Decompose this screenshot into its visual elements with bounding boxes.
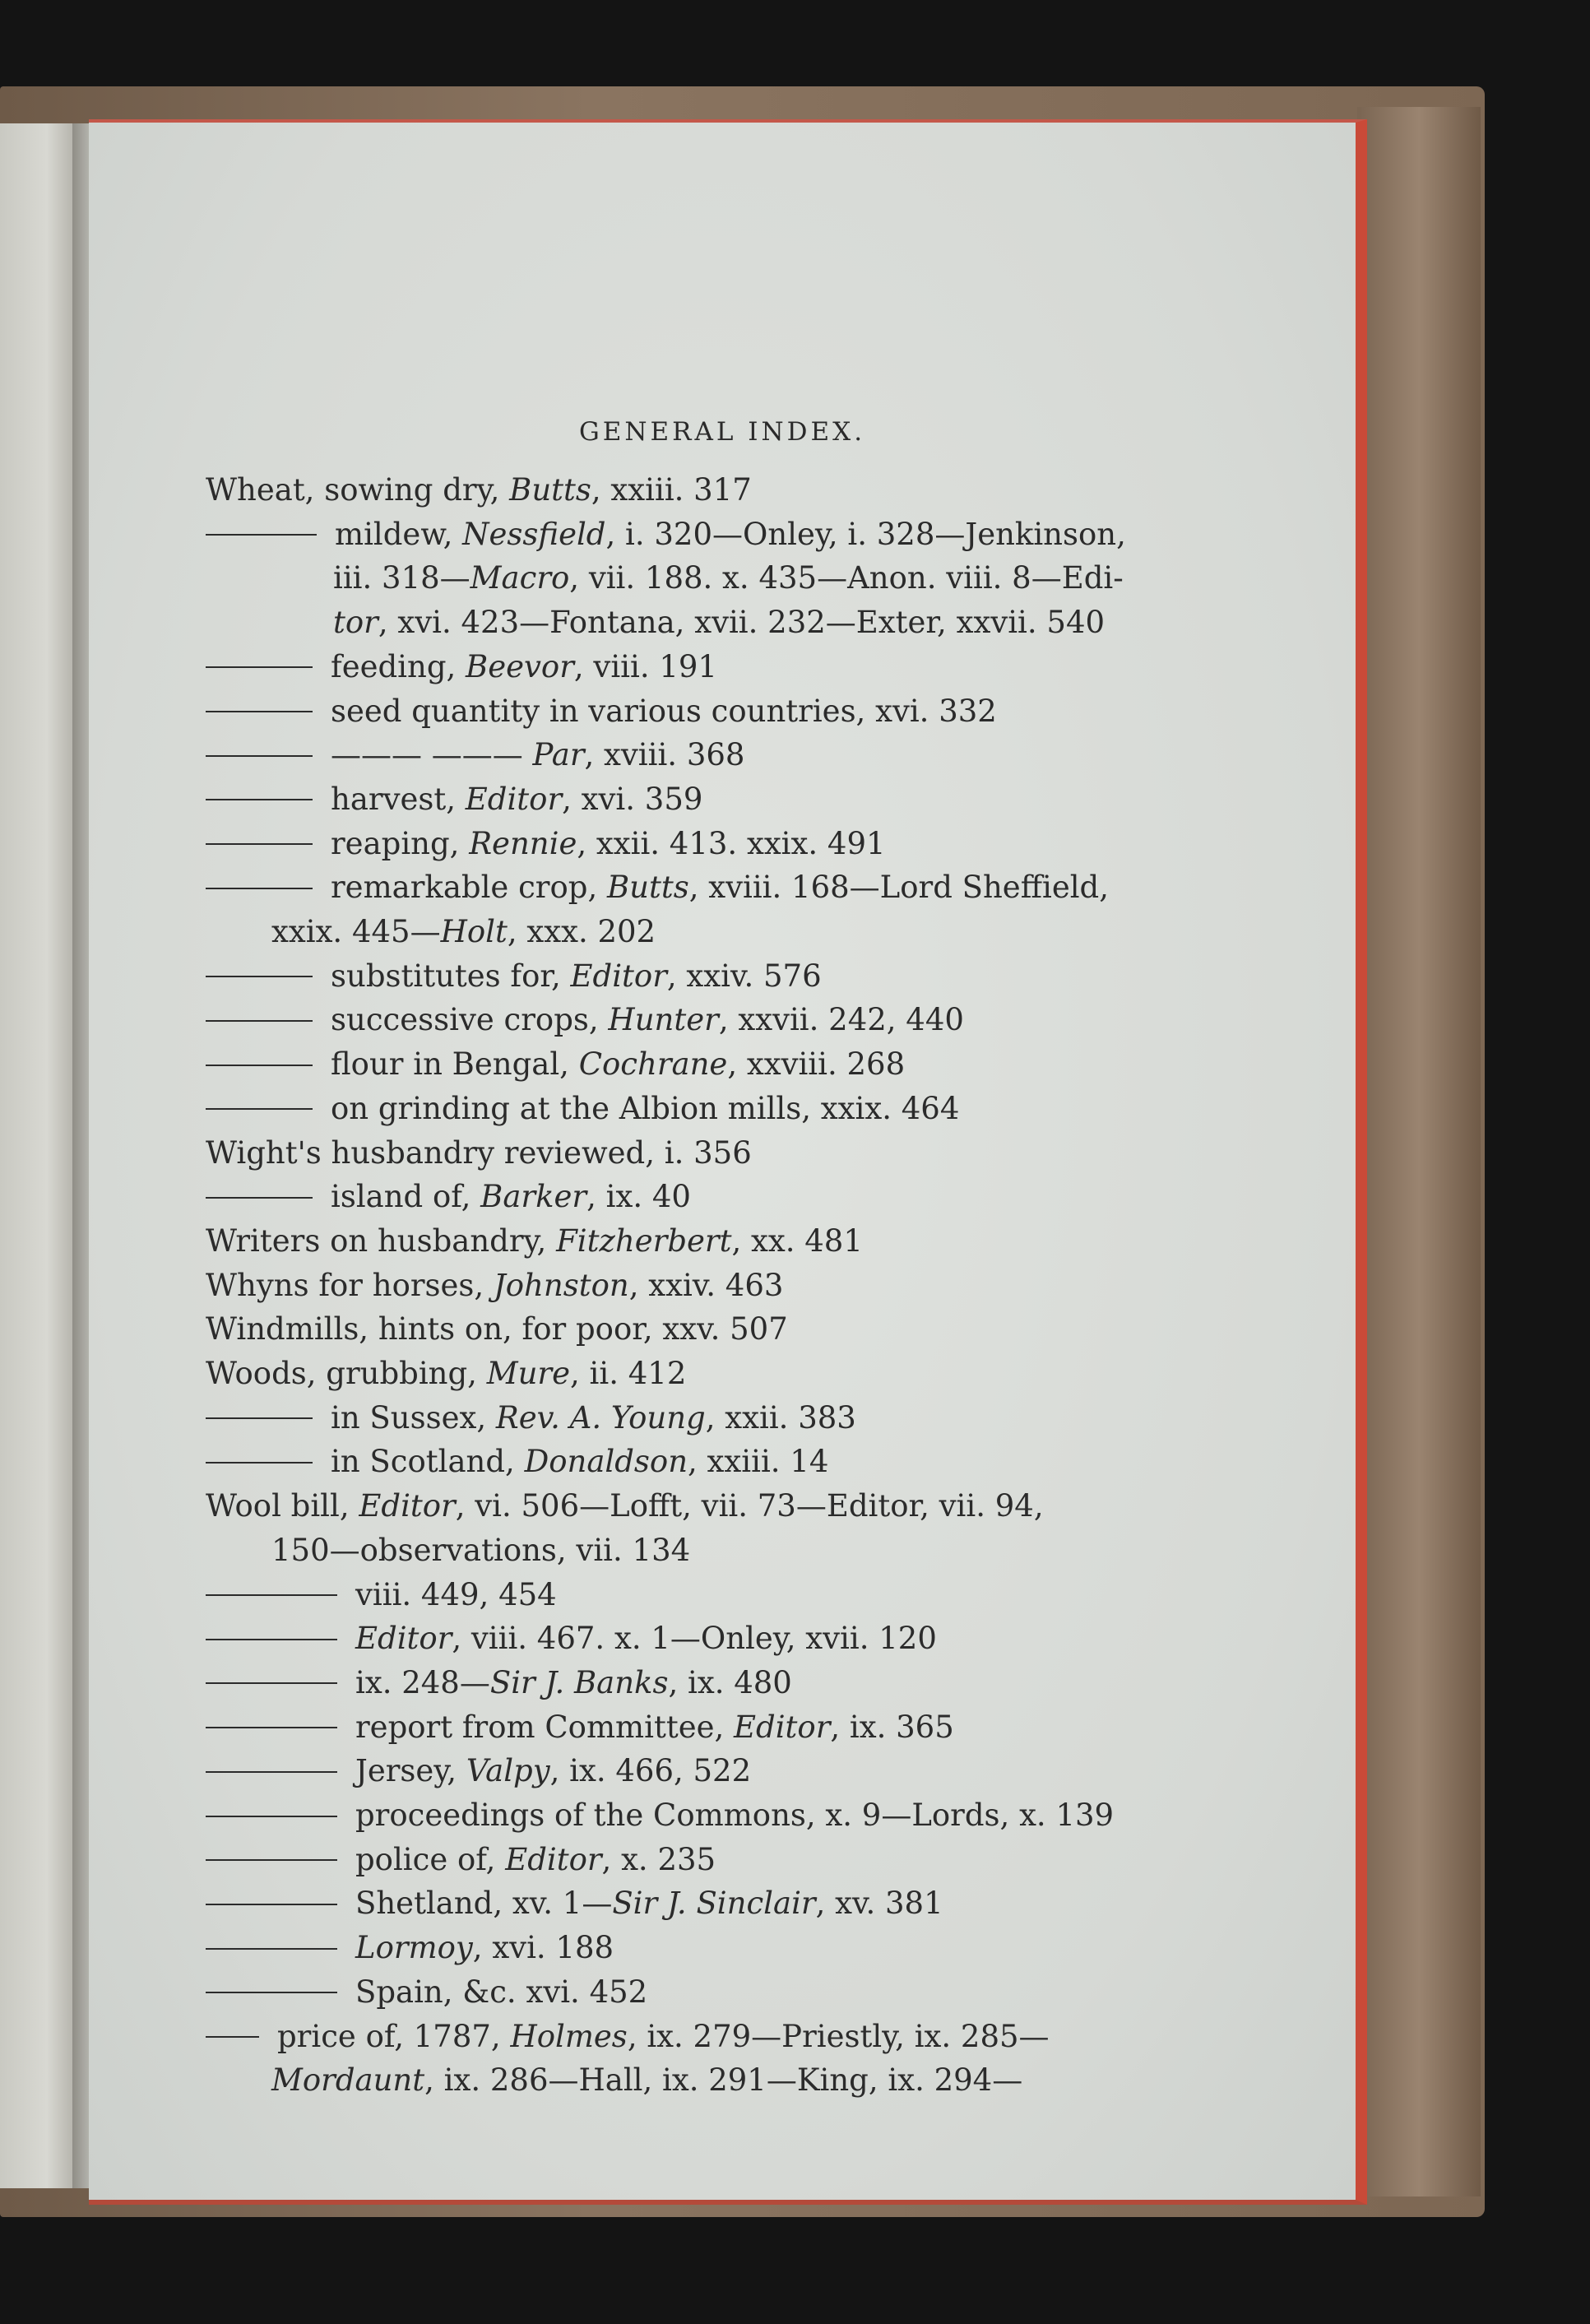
index-line-text: on grinding at the Albion mills, xxix. 464 (331, 1090, 960, 1126)
ditto-dash (206, 1417, 313, 1419)
index-line-text: harvest, Editor, xvi. 359 (331, 781, 703, 817)
ditto-dash (206, 711, 313, 712)
ditto-dash (206, 888, 313, 889)
ditto-dash (206, 799, 313, 800)
ditto-dash (206, 1816, 337, 1817)
index-line (206, 1881, 943, 1926)
index-line-text: Editor, viii. 467. x. 1—Onley, xvii. 120 (355, 1621, 937, 1657)
index-line-text: successive crops, Hunter, xxvii. 242, 440 (331, 1002, 964, 1038)
index-line (206, 1573, 557, 1617)
index-line-text: remarkable crop, Butts, xviii. 168—Lord Sheffield, (331, 870, 1110, 906)
ditto-dash (206, 1727, 337, 1728)
index-line-text: flour in Bengal, Cochrane, xxviii. 268 (331, 1046, 906, 1083)
index-line (206, 1131, 752, 1176)
index-line (206, 468, 752, 513)
index-line (206, 1042, 905, 1087)
index-line-text: Writers on husbandry, Fitzherbert, xx. 481 (206, 1222, 863, 1259)
index-line (206, 1793, 1114, 1838)
index-line-text: in Sussex, Rev. A. Young, xxii. 383 (331, 1399, 856, 1436)
index-line (206, 1307, 788, 1352)
index-line-text: 150—observations, vii. 134 (271, 1532, 691, 1568)
index-line (333, 556, 1124, 601)
ditto-dash (206, 1948, 337, 1950)
index-line-text: Wheat, sowing dry, Butts, xxiii. 317 (206, 472, 752, 508)
index-line (206, 1396, 856, 1440)
index-line (206, 954, 822, 999)
index-line (206, 1087, 959, 1131)
page-header: GENERAL INDEX. (578, 417, 866, 447)
index-line (206, 1926, 614, 1970)
ditto-dash (206, 1904, 337, 1905)
index-line (206, 1970, 647, 2015)
index-line-text: iii. 318—Macro, vii. 188. x. 435—Anon. viii. 8—Edi- (333, 560, 1124, 596)
index-line (206, 1838, 716, 1882)
ditto-dash (206, 1065, 313, 1066)
index-line-text: Wool bill, Editor, vi. 506—Lofft, vii. 73—Editor, vii. 94, (206, 1488, 1044, 1524)
ditto-dash (206, 2036, 259, 2038)
index-line (271, 910, 656, 954)
index-line (206, 513, 1126, 557)
index-line-text: feeding, Beevor, viii. 191 (331, 648, 717, 684)
index-line-text: Whyns for horses, Johnston, xxiv. 463 (206, 1267, 784, 1303)
index-line (206, 645, 717, 689)
index-line-text: Shetland, xv. 1—Sir J. Sinclair, xv. 381 (355, 1886, 943, 1922)
index-line-text: price of, 1787, Holmes, ix. 279—Priestly, ix. 285— (277, 2018, 1050, 2054)
ditto-dash (206, 1992, 337, 1993)
index-line-text: police of, Editor, x. 235 (355, 1841, 716, 1877)
index-line-text: seed quantity in various countries, xvi. 332 (331, 693, 997, 729)
index-line-text: xxix. 445—Holt, xxx. 202 (271, 914, 656, 949)
index-line (206, 689, 997, 734)
ditto-dash (206, 1682, 337, 1684)
ditto-dash (206, 1197, 313, 1199)
index-line (206, 777, 702, 822)
index-line-text: Mordaunt, ix. 286—Hall, ix. 291—King, ix. 294— (271, 2062, 1023, 2099)
ditto-dash (206, 843, 313, 845)
ditto-dash (206, 755, 313, 757)
index-line (206, 1264, 783, 1308)
index-line (206, 998, 964, 1042)
index-line (206, 1749, 751, 1793)
index-line-text: Windmills, hints on, for poor, xxv. 507 (206, 1311, 788, 1348)
index-line-text: Jersey, Valpy, ix. 466, 522 (355, 1753, 752, 1789)
index-line-text: Spain, &c. xvi. 452 (355, 1974, 648, 2010)
ditto-dash (206, 1462, 313, 1464)
ditto-dash (206, 534, 317, 536)
ditto-dash (206, 1594, 337, 1596)
index-line (206, 2015, 1050, 2059)
index-line (206, 1352, 686, 1396)
index-line-text: report from Committee, Editor, ix. 365 (355, 1709, 954, 1745)
index-line (206, 1484, 1044, 1528)
index-line-text: tor, xvi. 423—Fontana, xvii. 232—Exter, xxvii. 540 (333, 605, 1106, 641)
index-line-text: mildew, Nessfield, i. 320—Onley, i. 328—Jenkinson, (335, 516, 1126, 552)
left-page-edge (0, 123, 78, 2188)
index-line-text: substitutes for, Editor, xxiv. 576 (331, 958, 822, 994)
index-line-text: reaping, Rennie, xxii. 413. xxix. 491 (331, 825, 886, 861)
index-line-text: Wight's husbandry reviewed, i. 356 (206, 1134, 752, 1171)
index-line-text: Woods, grubbing, Mure, ii. 412 (206, 1356, 687, 1391)
index-line (206, 733, 744, 777)
cover-edge (1357, 107, 1481, 2196)
index-line (206, 1661, 792, 1705)
index-line-text: proceedings of the Commons, x. 9—Lords, x. 139 (355, 1798, 1115, 1833)
index-line-text: ix. 248—Sir J. Banks, ix. 480 (355, 1664, 792, 1700)
index-line (271, 2058, 1022, 2103)
ditto-dash (206, 666, 313, 668)
index-line (271, 1528, 690, 1573)
index-line-text: island of, Barker, ix. 40 (331, 1179, 691, 1215)
index-line (206, 1219, 863, 1264)
index-line (206, 822, 886, 866)
index-line-text: ——— ——— Par, xviii. 368 (331, 737, 745, 773)
index-line (206, 1617, 937, 1661)
index-line (206, 1705, 954, 1750)
index-line (333, 601, 1105, 645)
index-line-text: Lormoy, xvi. 188 (355, 1930, 614, 1966)
ditto-dash (206, 1771, 337, 1773)
ditto-dash (206, 976, 313, 977)
ditto-dash (206, 1020, 313, 1022)
index-page (89, 119, 1367, 2205)
ditto-dash (206, 1639, 337, 1640)
ditto-dash (206, 1108, 313, 1110)
index-line-text: viii. 449, 454 (355, 1576, 557, 1612)
ditto-dash (206, 1859, 337, 1861)
index-line (206, 1175, 691, 1219)
index-line (206, 1440, 828, 1484)
index-line (206, 865, 1109, 910)
index-line-text: in Scotland, Donaldson, xxiii. 14 (331, 1444, 829, 1480)
